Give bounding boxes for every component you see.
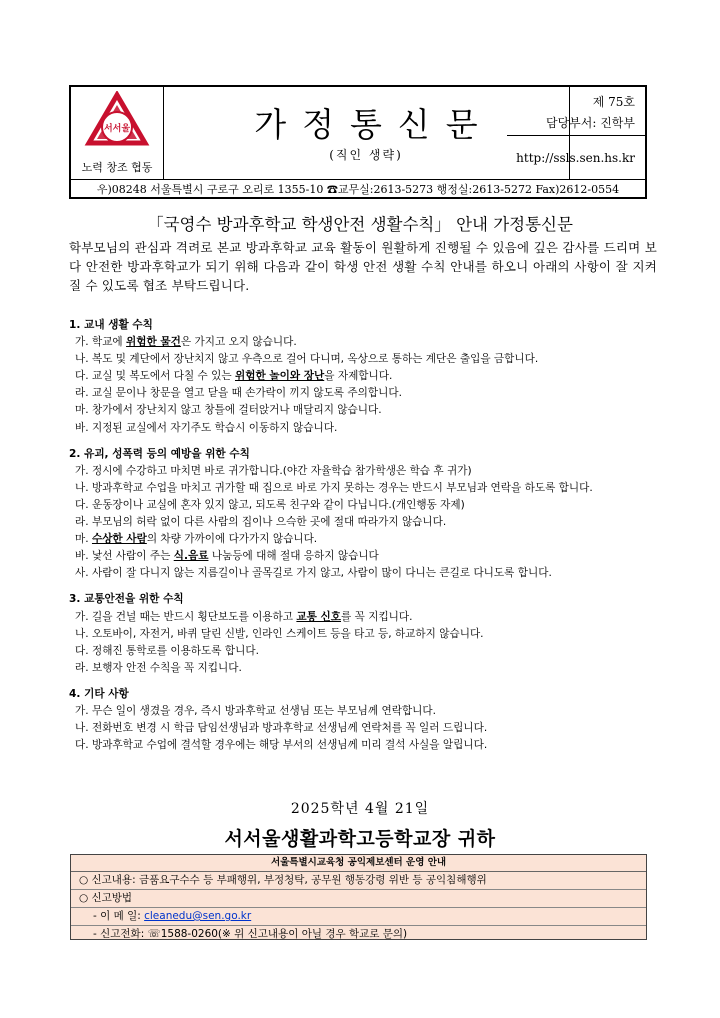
rule-text: 가. 학교에 — [75, 336, 127, 349]
rule-item — [69, 385, 659, 402]
rule-text: 라. 부모님의 허락 없이 다른 사람의 집이나 으슥한 곳에 절대 따라가지 않습니다. — [75, 516, 447, 529]
logo-cell — [71, 87, 164, 179]
rule-item — [69, 497, 659, 514]
emphasis-text: 수상한 사람 — [91, 533, 147, 546]
school-url[interactable]: http://ssls.sen.hs.kr — [516, 151, 635, 165]
school-principal: 서서울생활과학고등학교장 귀하 — [224, 828, 496, 850]
rules-sections — [69, 317, 659, 763]
emphasis-text: 식.음료 — [173, 550, 209, 563]
rule-section — [69, 591, 659, 676]
rule-text: 나. 방과후학교 수업을 마치고 귀가할 때 집으로 바로 가지 못하는 경우는 반드시 부모님과 연락을 하도록 합니다. — [75, 481, 593, 494]
school-motto: 노력 창조 협동 — [81, 161, 153, 174]
rule-item — [69, 420, 659, 437]
rule-item — [69, 548, 659, 565]
report-heading: 서울특별시교육청 공익제보센터 운영 안내 — [71, 855, 646, 872]
page-subtitle: (직인 생략) — [329, 148, 403, 162]
rule-item — [69, 703, 659, 720]
rule-text: 나. 전화번호 변경 시 학급 담임선생님과 방과후학교 선생님께 연락처를 꼭 일러 드립니다. — [75, 722, 488, 735]
rule-text: 을 자제합니다. — [324, 370, 393, 383]
rule-text: 라. 교실 문이나 창문을 열고 닫을 때 손가락이 끼지 않도록 주의합니다. — [75, 387, 402, 400]
rule-text: 사. 사람이 잘 다니지 않는 지름길이나 골목길로 가지 않고, 사람이 많이 다니는 큰길로 다니도록 합니다. — [75, 567, 552, 580]
rule-item — [69, 737, 659, 754]
info-divider — [507, 135, 645, 136]
email-label: - 이 메 일: — [93, 910, 145, 922]
rule-section — [69, 686, 659, 754]
rule-item — [69, 626, 659, 643]
rule-text: 라. 보행자 안전 수칙을 꼭 지킵니다. — [75, 661, 242, 674]
rule-item — [69, 334, 659, 351]
rule-item — [69, 660, 659, 677]
school-emblem-icon — [83, 91, 151, 159]
school-address: 우)08248 서울특별시 구로구 오리로 1355-10 ☎교무실:2613-5273 행정실:2613-5272 Fax)2612-0554 — [96, 183, 620, 196]
header-top-row — [71, 87, 645, 180]
letter-header — [69, 85, 647, 199]
emphasis-text: 위험한 물건 — [126, 336, 181, 349]
rule-item — [69, 368, 659, 385]
report-center-box — [70, 854, 647, 940]
section-title: 4. 기타 사항 — [69, 687, 129, 700]
report-method: ○ 신고방법 — [71, 890, 646, 908]
rule-item — [69, 402, 659, 419]
rule-text: 가. 길을 건널 때는 반드시 횡단보도를 이용하고 — [75, 610, 297, 623]
rule-section — [69, 446, 659, 583]
rule-text: 마. — [75, 533, 92, 546]
rule-text: 가. 무슨 일이 생겼을 경우, 즉시 방과후학교 선생님 또는 부모님께 연락합니다. — [75, 704, 437, 717]
rule-text: 다. 방과후학교 수업에 결석할 경우에는 해당 부서의 선생님께 미리 결석 사실을 알립니다. — [75, 739, 488, 752]
rule-text: 다. 교실 및 복도에서 다칠 수 있는 — [75, 370, 235, 383]
emphasis-text: 교통 신호 — [296, 610, 342, 623]
rule-item — [69, 720, 659, 737]
intro-paragraph: 학부모님의 관심과 격려로 본교 방과후학교 교육 활동이 원활하게 진행될 수 있음에 깊은 감사를 드리며 보다 안전한 방과후학교가 되기 위해 다음과 같이 학생 안전 생활 수칙 안내를 하오니 아래의 사항이 잘 지켜질 수 있도록 협조 부탁드립니다. — [69, 240, 657, 293]
page-title: 가정통신문 — [254, 105, 494, 144]
rule-text: 은 가지고 오지 않습니다. — [180, 336, 297, 349]
rule-text: 나. 복도 및 계단에서 장난치지 않고 우측으로 걸어 다니며, 옥상으로 통하는 계단은 출입을 금합니다. — [75, 353, 539, 366]
rule-item — [69, 565, 659, 582]
report-content: ○ 신고내용: 금품요구수수 등 부패행위, 부정청탁, 공무원 행동강령 위반 등 공익침해행위 — [71, 872, 646, 890]
report-email-line — [71, 908, 646, 926]
rule-text: 를 꼭 지킵니다. — [341, 610, 413, 623]
section-title: 1. 교내 생활 수칙 — [69, 319, 153, 331]
rule-text: 바. 지정된 교실에서 자기주도 학습시 이동하지 않습니다. — [75, 421, 338, 434]
rule-item — [69, 480, 659, 497]
emphasis-text: 위험한 놀이와 장난 — [234, 370, 325, 383]
rule-text: 나눔등에 대해 절대 응하지 않습니다 — [208, 550, 379, 563]
document-title: 「국영수 방과후학교 학생안전 생활수칙」 안내 가정통신문 — [147, 215, 573, 234]
rule-item — [69, 609, 659, 626]
rule-text: 의 차량 가까이에 다가가지 않습니다. — [146, 533, 318, 546]
rule-text: 다. 정해진 통학로를 이용하도록 합니다. — [75, 644, 259, 657]
rule-item — [69, 643, 659, 660]
rule-text: 나. 오토바이, 자전거, 바퀴 달린 신발, 인라인 스케이트 등을 타고 등, 하교하지 않습니다. — [75, 627, 484, 640]
department: 담당부서: 진학부 — [545, 116, 635, 130]
issue-date: 2025학년 4월 21일 — [290, 801, 430, 817]
report-phone: - 신고전화: ☏1588-0260(※ 위 신고내용이 아닐 경우 학교로 문의) — [93, 928, 408, 940]
rule-text: 가. 정시에 수강하고 마치면 바로 귀가합니다.(야간 자율학습 참가학생은 학습 후 귀가) — [75, 464, 472, 477]
logo-text: 서서울 — [103, 124, 131, 134]
rule-item — [69, 514, 659, 531]
section-title: 2. 유괴, 성폭력 등의 예방을 위한 수칙 — [69, 447, 250, 460]
info-cell — [507, 87, 645, 179]
rule-section — [69, 317, 659, 437]
rule-text: 다. 운동장이나 교실에 혼자 있지 않고, 되도록 친구와 같이 다닙니다.(개인행동 자제) — [75, 498, 465, 511]
section-title: 3. 교통안전을 위한 수칙 — [69, 593, 184, 606]
rule-text: 마. 창가에서 장난치지 않고 창틀에 걸터앉거나 매달리지 않습니다. — [75, 404, 382, 417]
issue-number: 제 75호 — [592, 95, 635, 109]
rule-item — [69, 531, 659, 548]
rule-item — [69, 351, 659, 368]
rule-item — [69, 463, 659, 480]
rule-text: 바. 낯선 사람이 주는 — [75, 550, 174, 563]
email-link[interactable]: cleanedu@sen.go.kr — [144, 910, 252, 922]
